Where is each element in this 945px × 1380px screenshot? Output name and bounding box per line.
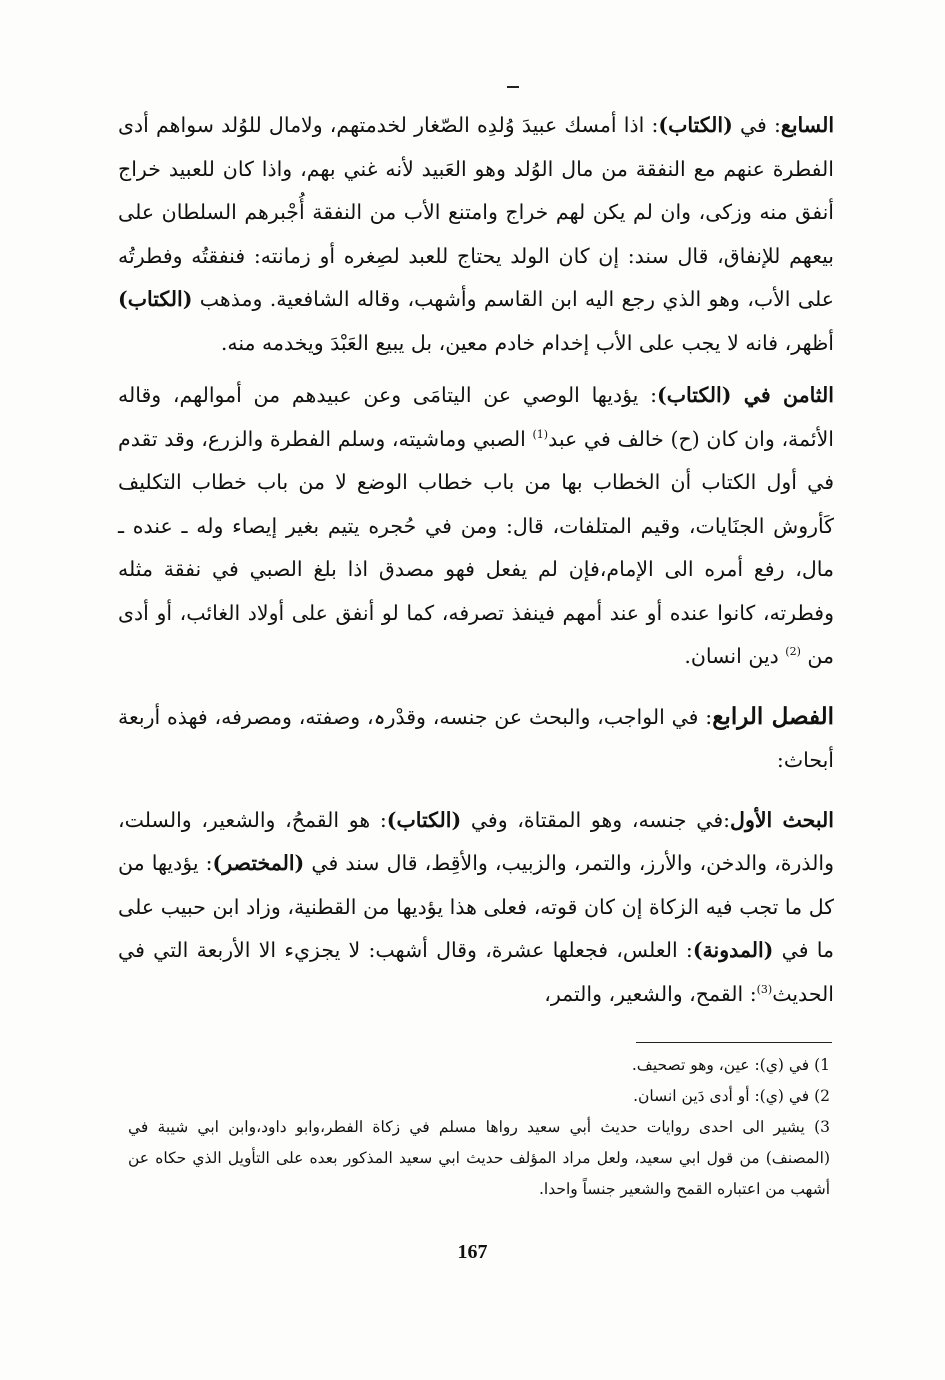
footnote-ref: (3) bbox=[756, 982, 773, 996]
run: : في الواجب، والبحث عن جنسه، وقدْرہ، وصفته، ومصرفه، فهذه أربعة أبحاث: bbox=[118, 704, 834, 772]
run: (الكتاب) bbox=[657, 383, 732, 407]
run: (الكتاب) bbox=[118, 287, 193, 311]
run: :في جنسه، وهو المقتاة، وفي bbox=[461, 807, 731, 832]
run: : العلس، فجعلها عشرة، وقال أشهب: لا يجزيء الا الأربعة التي في الحديث bbox=[118, 938, 834, 1006]
run: السابع bbox=[780, 113, 835, 137]
paragraph-seventh bbox=[118, 104, 834, 365]
run: (المدونة) bbox=[692, 938, 774, 962]
paragraph-eighth bbox=[118, 374, 834, 679]
run: : يؤديها الوصي عن اليتامَى وعن عبيدهم من أموالهم، وقاله الأئمة، وان كان (ح) خالف في عبد bbox=[118, 383, 834, 451]
footnote-separator bbox=[636, 1042, 832, 1043]
run: : يؤديها من كل ما تجب فيه الزكاة إن كان قوته، فعلى هذا يؤديها من القطنية، وزاد ابن حبيب على ما في bbox=[118, 851, 834, 962]
run: الثامن في bbox=[731, 383, 834, 407]
paragraph-first-topic bbox=[118, 799, 834, 1017]
run: البحث الأول bbox=[730, 807, 834, 832]
footnote-ref: (2) bbox=[785, 645, 801, 659]
footnote-ref: (1) bbox=[532, 427, 549, 441]
run: أظهر، فانه لا يجب على الأب إخدام خادم معين، بل يبيع العَبْدَ ويخدمه منه. bbox=[220, 330, 834, 355]
top-mark bbox=[507, 86, 519, 88]
footnote: 1) في (ي): عين، وهو تصحيف. bbox=[631, 1056, 830, 1074]
run: دين انسان. bbox=[684, 644, 786, 668]
run: : القمح، والشعير، والتمر، bbox=[544, 981, 757, 1006]
run: الصبي وماشيته، وسلم الفطرة والزرع، وقد تقدم في أول الكتاب أن الخطاب بها من باب خطاب الوضع لا من باب خطاب التكليف كَأروش الجنَايات، وقيم المتلفات، قال: ومن في حُجره يتيم بغير إيصاء وله ـ عنده ـ مال، رفع أمره الى الإمام،فإن لم يفعل فهو مصدق اذا بلغ الصبي في نفقة مثله وفطرته، كانوا عنده أو عند أمهم فينفذ تصرفه، كما لو أنفق على أولاد الغائب، أو أدى من bbox=[118, 426, 834, 668]
page-number: 167 bbox=[457, 1241, 488, 1263]
run: (الكتاب) bbox=[386, 807, 462, 832]
run: : اذا أمسك عبيدَ وُلدِه الصّغار لخدمتهم، ولامال للوُلد سواهم أدى الفطرة عنهم مع النفقة من مال الوُلد وهو العَبيد لأنه غني بهم، واذا كان للعبيد خراج أنفق منه وزكى، وان لم يكن لهم خراج وامتنع الأب من النفقة أُجْبرهم السلطان على بيعهم للإنفاق، قال سند: إن كان الولد يحتاج للعبد لصِغره أو زمانته: فنفقتُه وفطرتُه على الأب، وهو الذي رجع اليه ابن القاسم وأشهب، وقاله الشافعية. ومذهب bbox=[118, 113, 834, 311]
run: : هو القمحُ، والشعير، والسلت، والذرة، والدخن، والأرز، والتمر، والزبيب، والأقِط، قال سند في bbox=[118, 807, 834, 875]
run: (المختصر) bbox=[212, 851, 305, 875]
footnote: 2) في (ي): أو أدى دَين انسان. bbox=[633, 1087, 830, 1105]
run: : في bbox=[732, 113, 781, 137]
paragraph-chapter-four bbox=[118, 695, 834, 783]
main-text bbox=[118, 104, 834, 1016]
footnotes bbox=[128, 1050, 830, 1205]
footnote: 3) يشير الى احدى روايات حديث أبي سعيد رواها مسلم في زكاة الفطر،وابو داود،وابن ابي شيبة في (المصنف) من قول ابي سعيد، ولعل مراد المؤلف حديث ابي سعيد المذكور بعده على التأويل الذي حكاه عن أشهب من اعتباره القمح والشعير جنساً واحدا. bbox=[128, 1118, 830, 1198]
run: (الكتاب) bbox=[658, 113, 733, 137]
section-heading: الفصل الرابع bbox=[712, 702, 834, 730]
